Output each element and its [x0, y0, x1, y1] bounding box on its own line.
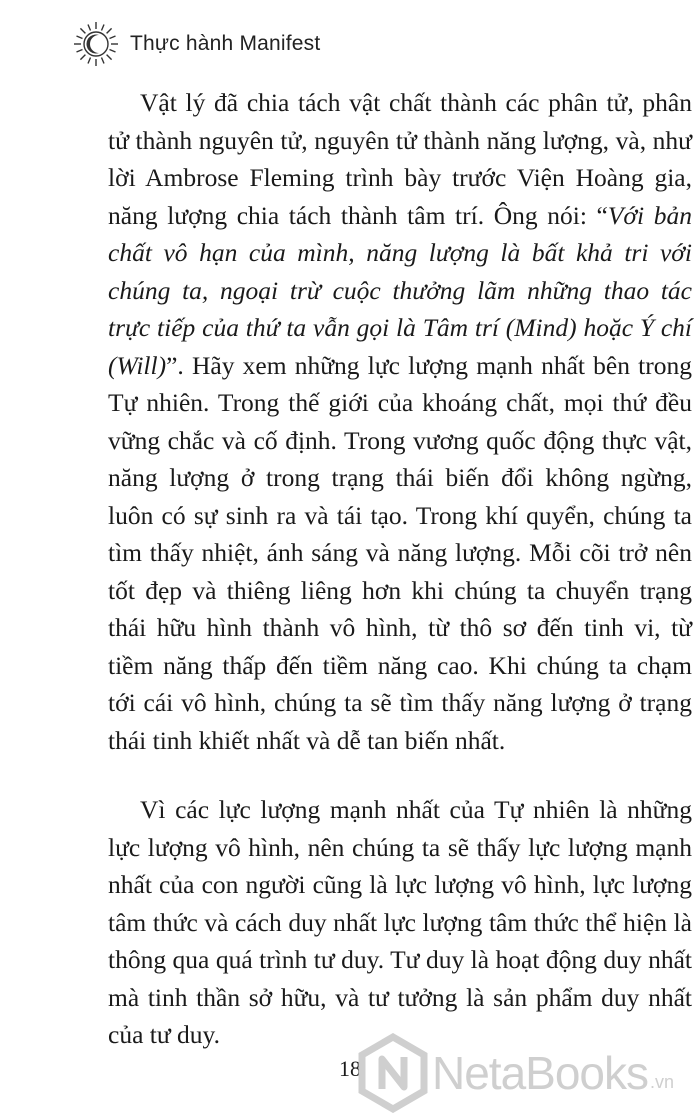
book-title: Thực hành Manifest	[130, 32, 321, 55]
paragraph-1-quote: Với bản chất vô hạn của mình, năng lượng là bất khả tri với chúng ta, ngoại trừ cuộc thưởng lãm những thao tác trực tiếp của thứ ta vẫn gọi là Tâm trí (Mind) hoặc Ý chí (Will)	[108, 200, 692, 380]
body-text	[108, 84, 692, 1054]
paragraph-1-text-before-quote: Vật lý đã chia tách vật chất thành các phân tử, phân tử thành nguyên tử, nguyên tử thành năng lượng, và, như lời Ambrose Fleming trình bày trước Viện Hoàng gia, năng lượng chia tách thành tâm trí. Ông nói: “	[108, 88, 692, 230]
sun-moon-icon	[72, 20, 120, 68]
paragraph-1-text-after-quote: ”. Hãy xem những lực lượng mạnh nhất bên trong Tự nhiên. Trong thế giới của khoáng chất, mọi thứ đều vững chắc và cố định. Trong vương quốc động thực vật, năng lượng ở trong trạng thái biến đổi không ngừng, luôn có sự sinh ra và tái tạo. Trong khí quyển, chúng ta tìm thấy nhiệt, ánh sáng và năng lượng. Mỗi cõi trở nên tốt đẹp và thiêng liêng hơn khi chúng ta chuyển trạng thái hữu hình thành vô hình, từ thô sơ đến tinh vi, từ tiềm năng thấp đến tiềm năng cao. Khi chúng ta chạm tới cái vô hình, chúng ta sẽ tìm thấy năng lượng ở trạng thái tinh khiết nhất và dễ tan biến nhất.	[108, 350, 692, 755]
page-number: 18	[339, 1056, 361, 1081]
paragraph-1	[108, 84, 692, 759]
paragraph-2: Vì các lực lượng mạnh nhất của Tự nhiên là những lực lượng vô hình, nên chúng ta sẽ thấy lực lượng mạnh nhất của con người cũng là lực lượng vô hình, lực lượng tâm thức và cách duy nhất lực lượng tâm thức thể hiện là thông qua quá trình tư duy. Tư duy là hoạt động duy nhất mà tinh thần sở hữu, và tư tưởng là sản phẩm duy nhất của tư duy.	[108, 795, 692, 1049]
watermark	[358, 1028, 698, 1118]
running-header	[72, 20, 320, 68]
watermark-brand: NetaBooks	[432, 1047, 649, 1099]
netabooks-logo-icon	[358, 1033, 428, 1113]
watermark-suffix: .vn	[650, 1071, 675, 1092]
